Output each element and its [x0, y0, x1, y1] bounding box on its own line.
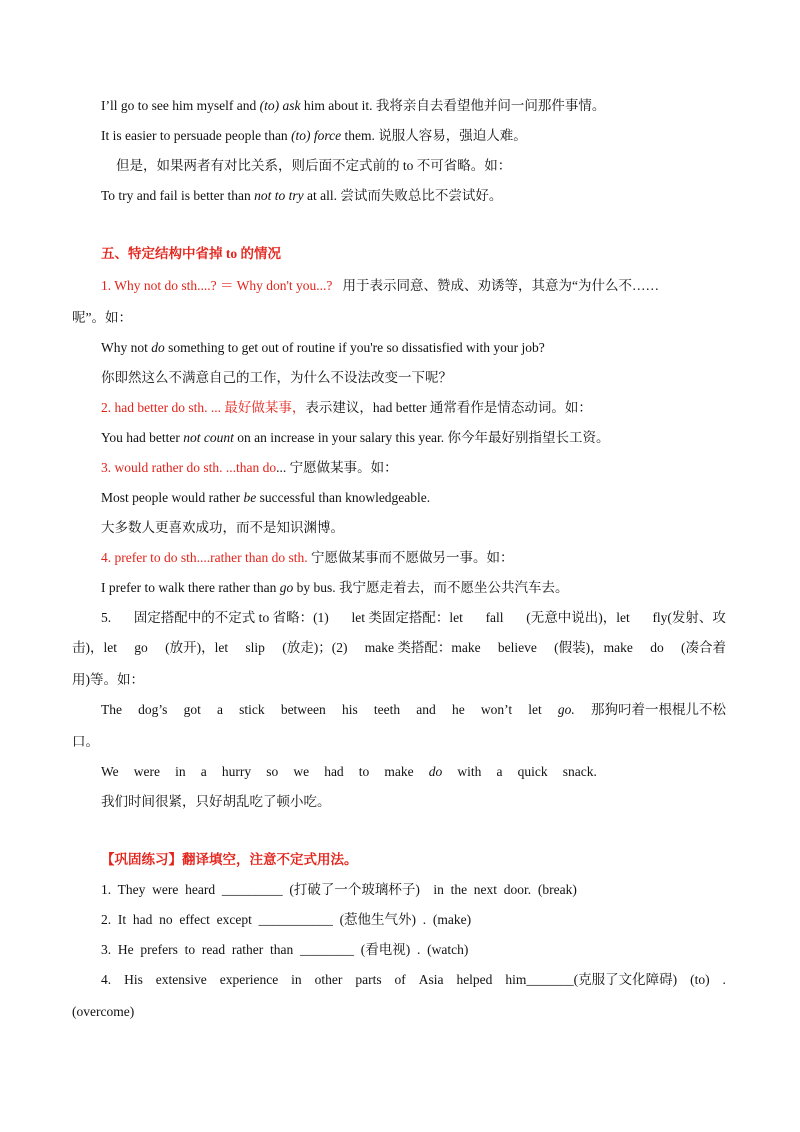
example-line: I prefer to walk there rather than go by bus. 我宁愿走着去，而不愿坐公共汽车去。	[101, 580, 569, 595]
exercise-question: 4. His extensive experience in other parts of Asia helped him_______(克服了文化障碍) (to) .	[101, 972, 726, 987]
example-line: Most people would rather be successful than knowledgeable.	[101, 490, 431, 505]
example-line: The dog’s got a stick between his teeth and he won’t let go. 那狗叼着一根棍儿不松	[101, 702, 726, 717]
exercise-question-cont: (overcome)	[72, 1004, 135, 1019]
example-translation: 你即然这么不满意自己的工作，为什么不设法改变一下呢？	[101, 370, 452, 385]
example-line: Why not do something to get out of routine if you're so dissatisfied with your job?	[101, 340, 545, 355]
rule-item-4: 4. prefer to do sth....rather than do sth. 宁愿做某事而不愿做另一事。如：	[101, 550, 514, 565]
example-line-cont: 口。	[72, 734, 99, 749]
rule-item-5-cont: 用)等。如：	[72, 672, 144, 687]
exercise-question: 3. He prefers to read rather than ________ (看电视) . (watch)	[101, 942, 469, 957]
example-line: You had better not count on an increase in your salary this year. 你今年最好别指望长工资。	[101, 430, 610, 445]
rule-item-3: 3. would rather do sth. ...than do... 宁愿做某事。如：	[101, 460, 398, 475]
paragraph-line: It is easier to persuade people than (to) force them. 说服人容易，强迫人难。	[101, 128, 527, 143]
exercise-question: 2. It had no effect except ___________ (惹他生气外) . (make)	[101, 912, 472, 927]
example-translation: 我们时间很紧，只好胡乱吃了顿小吃。	[101, 794, 331, 809]
paragraph-line: To try and fail is better than not to try at all. 尝试而失败总比不尝试好。	[101, 188, 503, 203]
rule-item-5: 5. 固定搭配中的不定式 to 省略：(1) let 类固定搭配：let fall (无意中说出)，let fly(发射、攻	[101, 610, 726, 625]
rule-item-1: 1. Why not do sth....? ＝ Why don't you...? 用于表示同意、赞成、劝诱等，其意为“为什么不……	[101, 278, 660, 293]
paragraph-line: I’ll go to see him myself and (to) ask him about it. 我将亲自去看望他并问一问那件事情。	[101, 98, 606, 113]
example-line: We were in a hurry so we had to make do with a quick snack.	[101, 764, 597, 779]
section-title: 五、特定结构中省掉 to 的情况	[101, 246, 281, 261]
rule-item-5-cont: 击)，let go (放开)，let slip (放走)；(2) make 类搭配：make believe (假装)，make do (凑合着	[72, 640, 726, 655]
practice-heading: 【巩固练习】翻译填空，注意不定式用法。	[101, 852, 358, 867]
paragraph-line: 但是，如果两者有对比关系，则后面不定式前的 to 不可省略。如：	[116, 158, 512, 173]
example-translation: 大多数人更喜欢成功，而不是知识渊博。	[101, 520, 344, 535]
rule-item-2: 2. had better do sth. ... 最好做某事，表示建议，had better 通常看作是情态动词。如：	[101, 400, 592, 415]
exercise-question: 1. They were heard _________ (打破了一个玻璃杯子) in the next door. (break)	[101, 882, 577, 897]
rule-item-1-cont: 呢”。如：	[72, 310, 132, 325]
